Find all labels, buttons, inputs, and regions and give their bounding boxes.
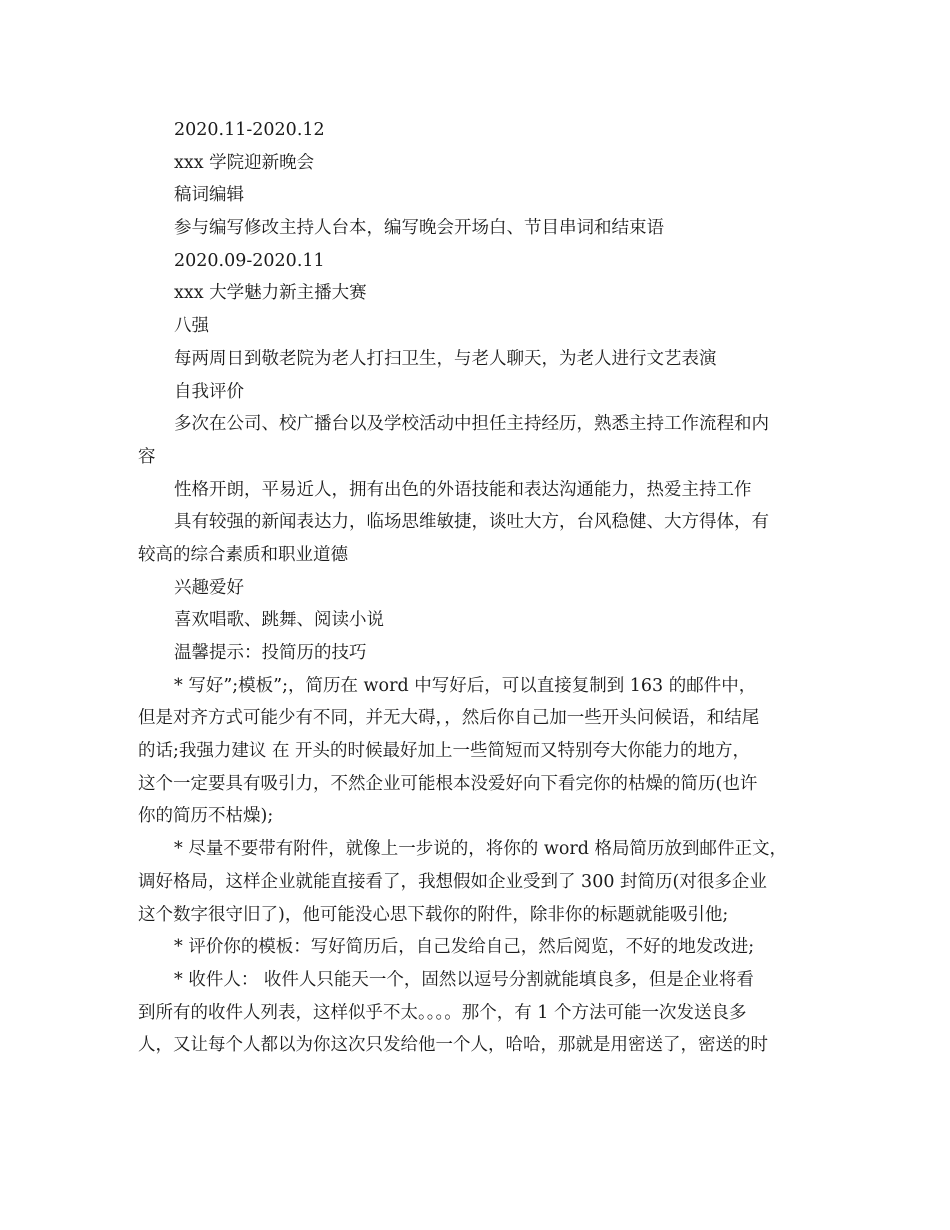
document-line: 多次在公司、校广播台以及学校活动中担任主持经历，熟悉主持工作流程和内 <box>174 414 769 435</box>
document-line: 容 <box>138 446 156 467</box>
document-line: 八强 <box>174 316 209 337</box>
document-line: 较高的综合素质和职业道德 <box>138 544 348 565</box>
document-line: xxx 大学魅力新主播大赛 <box>174 283 367 304</box>
document-line: * 评价你的模板：写好简历后，自己发给自己，然后阅览，不好的地发改进; <box>174 937 755 958</box>
document-line: 温馨提示：投简历的技巧 <box>174 643 367 663</box>
document-line: 调好格局，这样企业就能直接看了，我想假如企业受到了 300 封简历(对很多企业 <box>138 871 767 892</box>
document-line: 每两周日到敬老院为老人打扫卫生，与老人聊天，为老人进行文艺表演 <box>174 348 717 369</box>
document-line: 2020.09-2020.11 <box>174 250 325 271</box>
document-line: 的话;我强力建议 在 开头的时候最好加上一些简短而又特别夸大你能力的地方， <box>138 741 751 762</box>
document-line: * 收件人： 收件人只能天一个，固然以逗号分割就能填良多，但是企业将看 <box>174 969 754 990</box>
document-line: 这个数字很守旧了)，他可能没心思下载你的附件，除非你的标题就能吸引他; <box>138 904 729 925</box>
document-line: 性格开朗，平易近人，拥有出色的外语技能和表达沟通能力，热爱主持工作 <box>174 479 752 500</box>
document-line: 喜欢唱歌、跳舞、阅读小说 <box>174 610 384 631</box>
document-line: 自我评价 <box>174 381 244 402</box>
document-line: 但是对齐方式可能少有不同，并无大碍，，然后你自己加一些开头问候语，和结尾 <box>138 708 760 729</box>
document-line: 人，又让每个人都以为你这次只发给他一个人，哈哈，那就是用密送了，密送的时 <box>138 1035 768 1056</box>
document-line: 到所有的收件人列表，这样似乎不太。。。。那个，有 1 个方法可能一次发送良多 <box>138 1002 747 1023</box>
document-body <box>138 114 818 1062</box>
document-line: 参与编写修改主持人台本，编写晚会开场白、节目串词和结束语 <box>174 218 664 239</box>
document-line: 兴趣爱好 <box>174 577 244 598</box>
document-line: 你的简历不枯燥); <box>138 806 274 827</box>
document-line: 稿词编辑 <box>174 185 244 206</box>
document-line: xxx 学院迎新晚会 <box>174 152 315 173</box>
document-line: * 尽量不要带有附件，就像上一步说的，将你的 word 格局简历放到邮件正文， <box>174 839 788 860</box>
document-line: 具有较强的新闻表达力，临场思维敏捷，谈吐大方，台风稳健、大方得体，有 <box>174 512 769 533</box>
document-line: 这个一定要具有吸引力，不然企业可能根本没爱好向下看完你的枯燥的简历(也许 <box>138 773 758 794</box>
document-line: * 写好”;模板”;，简历在 word 中写好后，可以直接复制到 163 的邮件中， <box>174 675 757 696</box>
document-line: 2020.11-2020.12 <box>174 120 325 140</box>
